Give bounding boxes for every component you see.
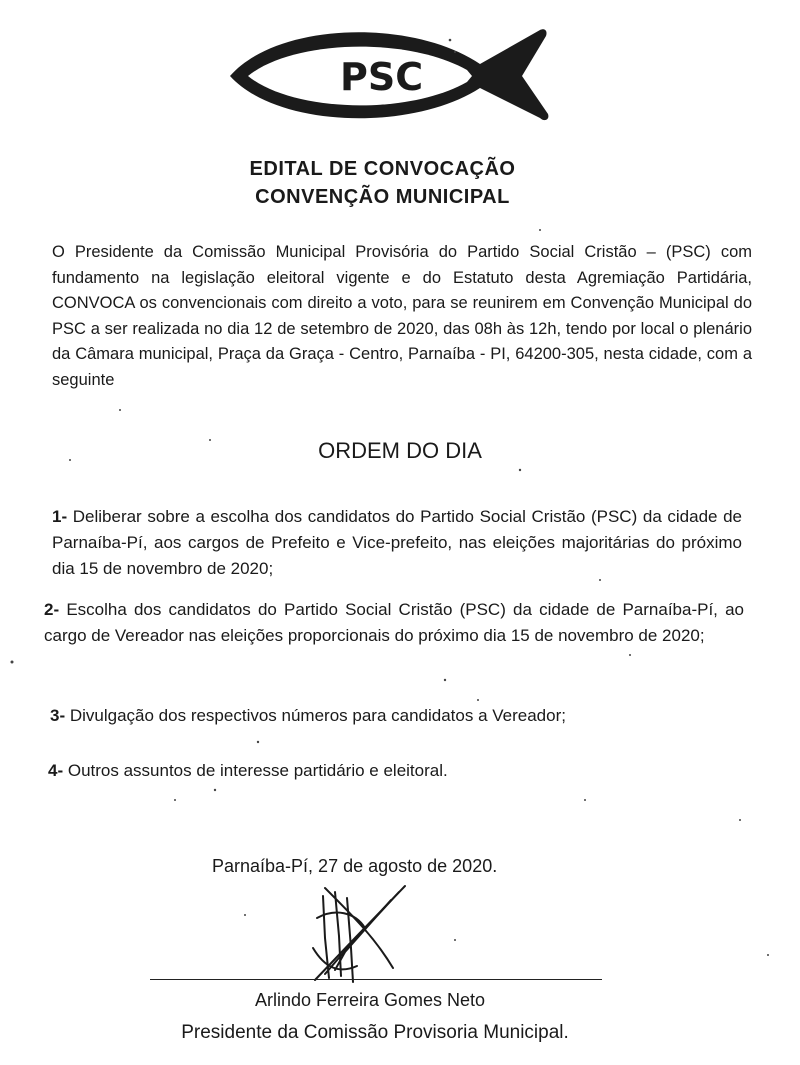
agenda-heading: ORDEM DO DIA	[318, 438, 482, 463]
document-subtitle: CONVENÇÃO MUNICIPAL	[255, 186, 510, 208]
signature-line	[150, 979, 602, 980]
agenda-item-text: Escolha dos candidatos do Partido Social Cristão (PSC) da cidade de Parnaíba-Pí, ao cargo de Vereador nas eleições proporcionais do próximo dia 15 de novembro de 2020;	[44, 600, 744, 645]
signer-name: Arlindo Ferreira Gomes Neto	[254, 990, 486, 1010]
agenda-item-number: 4-	[48, 761, 64, 780]
place-date: Parnaíba-Pí, 27 de agosto de 2020.	[212, 856, 498, 876]
document-title: EDITAL DE CONVOCAÇÃO	[249, 158, 516, 180]
agenda-item-number: 2-	[44, 600, 60, 619]
agenda-item-text: Deliberar sobre a escolha dos candidatos do Partido Social Cristão (PSC) da cidade de Parnaíba-Pí, aos cargos de Prefeito e Vice-prefeito, nas eleições majoritárias do próximo dia 15 de novembro de 2020;	[52, 507, 742, 578]
signer-role: Presidente da Comissão Provisoria Municipal.	[181, 1022, 569, 1043]
agenda-item-number: 3-	[50, 706, 66, 725]
agenda-item	[48, 758, 748, 784]
agenda-item-text: Outros assuntos de interesse partidário e eleitoral.	[67, 761, 448, 780]
agenda-item	[44, 597, 744, 649]
logo-text: PSC	[340, 55, 424, 99]
agenda-item	[50, 703, 750, 729]
handwritten-signature	[295, 878, 415, 988]
psc-fish-logo	[222, 14, 557, 126]
agenda-item-text: Divulgação dos respectivos números para candidatos a Vereador;	[69, 706, 566, 725]
agenda-item	[52, 504, 742, 582]
intro-paragraph: O Presidente da Comissão Municipal Provisória do Partido Social Cristão – (PSC) com fundamento na legislação eleitoral vigente e do Estatuto desta Agremiação Partidária, CONVOCA os convencionais com direito a voto, para se reunirem em Convenção Municipal do PSC a ser realizada no dia 12 de setembro de 2020, das 08h às 12h, tendo por local o plenário da Câmara municipal, Praça da Graça - Centro, Parnaíba - PI, 64200-305, nesta cidade, com a seguinte	[52, 243, 752, 389]
agenda-item-number: 1-	[52, 507, 68, 526]
